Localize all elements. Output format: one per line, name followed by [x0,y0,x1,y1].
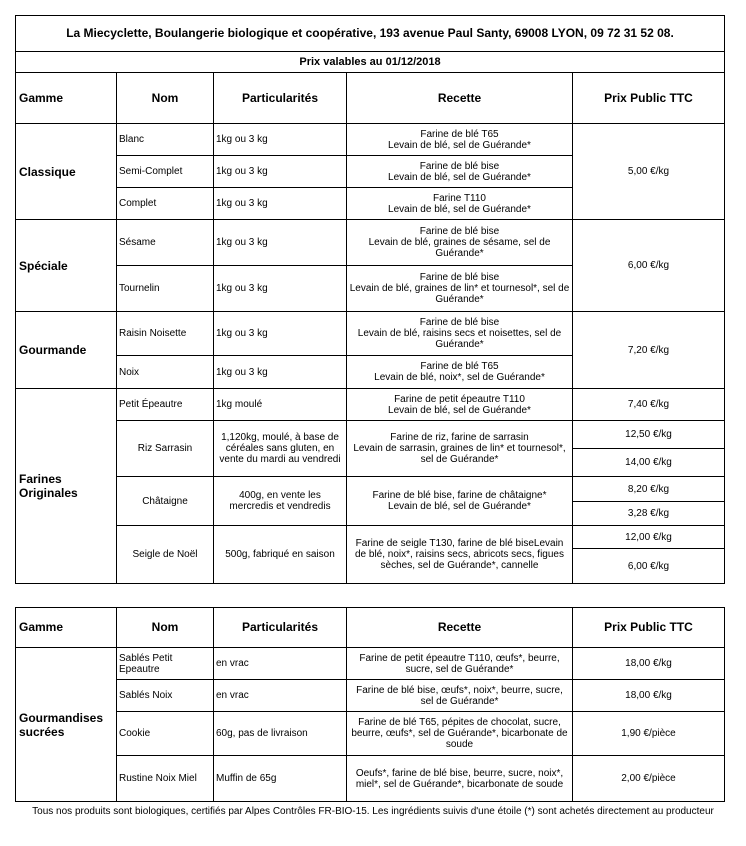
product-name: Sablés Noix [117,680,214,712]
product-name: Complet [117,188,214,220]
col-header-prix: Prix Public TTC [573,73,725,124]
product-price: 12,50 €/kg [573,421,725,449]
table-row [16,421,725,449]
table-row [16,756,725,802]
product-name: Sésame [117,220,214,266]
product-name: Rustine Noix Miel [117,756,214,802]
product-particularites: en vrac [214,680,347,712]
gamme-gourmande: Gourmande [16,312,117,389]
col-header-particularites: Particularités [214,73,347,124]
product-name: Petit Épeautre [117,389,214,421]
gourmandises-price-table [15,607,725,802]
product-particularites: 60g, pas de livraison [214,712,347,756]
col-header-nom: Nom [117,73,214,124]
product-particularites: 1kg ou 3 kg [214,356,347,389]
product-name: Sablés Petit Epeautre [117,648,214,680]
product-name: Raisin Noisette [117,312,214,356]
product-name: Semi-Complet [117,156,214,188]
product-particularites: 1kg ou 3 kg [214,220,347,266]
product-recette: Farine de blé bise Levain de blé, sel de Guérande* [347,156,573,188]
product-name: Blanc [117,124,214,156]
product-name: Cookie [117,712,214,756]
product-recette: Farine de riz, farine de sarrasin Levain de sarrasin, graines de lin* et tournesol*, sel de Guérande* [347,421,573,477]
product-price: 3,28 €/kg [573,502,725,526]
product-recette: Farine de blé T65 Levain de blé, noix*, sel de Guérande* [347,356,573,389]
product-name: Noix [117,356,214,389]
product-recette: Farine de blé bise Levain de blé, graines de lin* et tournesol*, sel de Guérande* [347,266,573,312]
product-price: 6,00 €/kg [573,220,725,312]
product-particularites: 400g, en vente les mercredis et vendredis [214,477,347,526]
product-price: 2,00 €/pièce [573,756,725,802]
product-recette: Oeufs*, farine de blé bise, beurre, sucre, noix*, miel*, sel de Guérande*, bicarbonate de soude [347,756,573,802]
table-row [16,389,725,421]
product-name: Châtaigne [117,477,214,526]
col-header-nom: Nom [117,608,214,648]
product-price: 14,00 €/kg [573,449,725,477]
product-price: 12,00 €/kg [573,526,725,549]
product-recette: Farine de petit épeautre T110 Levain de blé, sel de Guérande* [347,389,573,421]
product-price: 18,00 €/kg [573,648,725,680]
product-particularites: Muffin de 65g [214,756,347,802]
product-recette: Farine de seigle T130, farine de blé biseLevain de blé, noix*, raisins secs, abricots secs, figues sèches, sel de Guérande*, cannelle [347,526,573,584]
table-row [16,680,725,712]
product-particularites: 1kg ou 3 kg [214,124,347,156]
product-particularites: 1kg ou 3 kg [214,156,347,188]
product-price: 6,00 €/kg [573,549,725,584]
product-price: 7,40 €/kg [573,389,725,421]
product-name: Tournelin [117,266,214,312]
gamme-speciale: Spéciale [16,220,117,312]
col-header-recette: Recette [347,73,573,124]
product-recette: Farine de blé bise, œufs*, noix*, beurre, sucre, sel de Guérande* [347,680,573,712]
gamme-classique: Classique [16,124,117,220]
product-price: 1,90 €/pièce [573,712,725,756]
product-particularites: 1kg ou 3 kg [214,188,347,220]
gamme-gourmandises-sucrees: Gourmandises sucrées [16,648,117,802]
product-recette: Farine de blé bise, farine de châtaigne* Levain de blé, sel de Guérande* [347,477,573,526]
product-recette: Farine de blé bise Levain de blé, raisins secs et noisettes, sel de Guérande* [347,312,573,356]
col-header-gamme: Gamme [16,73,117,124]
product-recette: Farine de petit épeautre T110, œufs*, beurre, sucre, sel de Guérande* [347,648,573,680]
col-header-recette: Recette [347,608,573,648]
table-row [16,477,725,502]
product-particularites: 1kg moulé [214,389,347,421]
product-price: 18,00 €/kg [573,680,725,712]
table-row [16,220,725,266]
product-name: Seigle de Noël [117,526,214,584]
table-row [16,312,725,356]
product-price: 7,20 €/kg [573,312,725,389]
product-price: 5,00 €/kg [573,124,725,220]
col-header-gamme: Gamme [16,608,117,648]
product-particularites: 1kg ou 3 kg [214,266,347,312]
col-header-prix: Prix Public TTC [573,608,725,648]
table-row [16,526,725,549]
product-particularites: 1,120kg, moulé, à base de céréales sans gluten, en vente du mardi au vendredi [214,421,347,477]
price-validity-date: Prix valables au 01/12/2018 [16,52,725,73]
bread-price-table [15,15,725,584]
product-recette: Farine T110 Levain de blé, sel de Guérande* [347,188,573,220]
product-name: Riz Sarrasin [117,421,214,477]
gamme-farines-originales: Farines Originales [16,389,117,584]
product-recette: Farine de blé bise Levain de blé, graines de sésame, sel de Guérande* [347,220,573,266]
table-row [16,124,725,156]
table-row [16,648,725,680]
product-particularites: 1kg ou 3 kg [214,312,347,356]
bakery-title: La Miecyclette, Boulangerie biologique et coopérative, 193 avenue Paul Santy, 69008 LYON, 09 72 31 52 08. [16,16,725,52]
product-particularites: 500g, fabriqué en saison [214,526,347,584]
col-header-particularites: Particularités [214,608,347,648]
product-particularites: en vrac [214,648,347,680]
product-recette: Farine de blé T65 Levain de blé, sel de Guérande* [347,124,573,156]
table-row [16,712,725,756]
product-recette: Farine de blé T65, pépites de chocolat, sucre, beurre, œufs*, sel de Guérande*, bicarbonate de soude [347,712,573,756]
organic-certification-note: Tous nos produits sont biologiques, certifiés par Alpes Contrôles FR-BIO-15. Les ingrédients suivis d'une étoile (*) sont achetés directement au producteur [32,806,714,817]
product-price: 8,20 €/kg [573,477,725,502]
